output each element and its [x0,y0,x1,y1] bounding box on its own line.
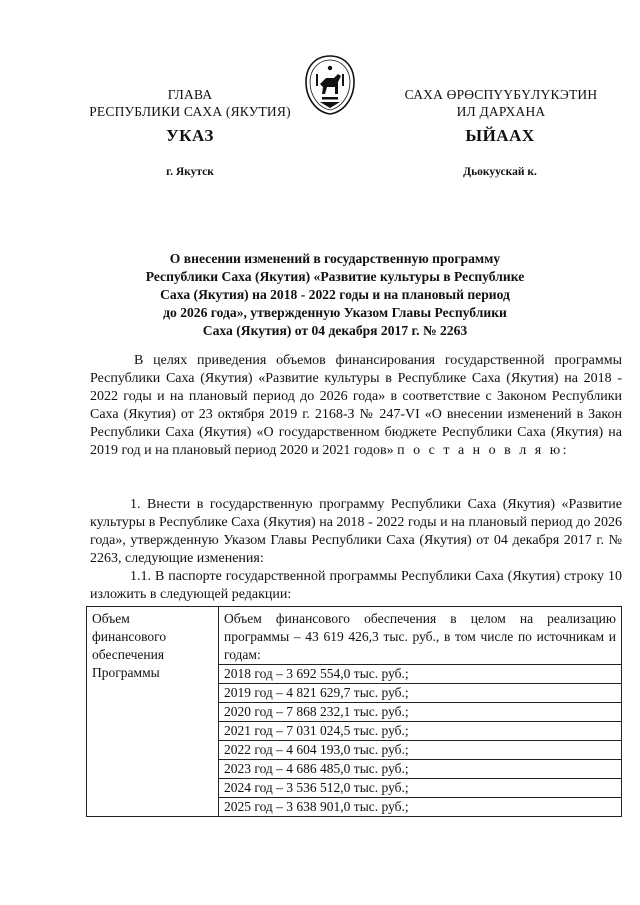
title-line: до 2026 года», утвержденную Указом Главы Республики [163,305,507,320]
table-value-cell [219,607,622,817]
total-text: Объем финансового обеспечения в целом на реализацию программы – 43 619 426,3 тыс. руб., в том числе по источникам и годам: [224,611,616,662]
issuer-right-line1: САХА ӨРӨСПҮҮБҮЛҮКЭТИН [404,87,598,102]
intro-action: п о с т а н о в л я ю: [397,443,570,458]
issuer-left [80,86,300,120]
label-line: обеспечения [92,647,165,662]
year-line: 2024 год – 3 536 512,0 тыс. руб.; [219,778,621,797]
title-line: Республики Саха (Якутия) «Развитие культуры в Республике [145,269,525,284]
year-line: 2019 год – 4 821 629,7 тыс. руб.; [219,683,621,702]
document-title [90,250,580,340]
year-line: 2025 год – 3 638 901,0 тыс. руб.; [219,797,621,816]
doc-type-right: ЫЙААХ [465,126,535,145]
item-1-1-paragraph: 1.1. В паспорте государственной программы Республики Саха (Якутия) строку 10 изложить в следующей редакции: [90,569,622,602]
city-right: Дьокуускай к. [463,166,537,178]
year-line: 2020 год – 7 868 232,1 тыс. руб.; [219,702,621,721]
label-line: Объем [92,611,130,626]
label-line: Программы [92,665,160,680]
table-label-cell [87,607,219,817]
year-line: 2018 год – 3 692 554,0 тыс. руб.; [219,664,621,683]
year-line: 2021 год – 7 031 024,5 тыс. руб.; [219,721,621,740]
financing-table [86,606,622,817]
title-line: Саха (Якутия) на 2018 - 2022 годы и на плановый период [160,287,510,302]
label-line: финансового [92,629,167,644]
intro-paragraph [90,352,622,460]
year-line: 2022 год – 4 604 193,0 тыс. руб.; [219,740,621,759]
title-line: Саха (Якутия) от 04 декабря 2017 г. № 2263 [202,323,468,338]
issuer-left-line2: РЕСПУБЛИКИ САХА (ЯКУТИЯ) [89,104,291,119]
title-line: О внесении изменений в государственную программу [169,251,501,266]
coat-of-arms-emblem [304,54,356,116]
year-line: 2023 год – 4 686 485,0 тыс. руб.; [219,759,621,778]
item-1-paragraph: 1. Внести в государственную программу Республики Саха (Якутия) «Развитие культуры в Республике Саха (Якутия) на 2018 - 2022 годы и на плановый период до 2026 года», утвержденную Указом Главы Республики Саха (Якутия) от 04 декабря 2017 г. № 2263, следующие изменения: [90,497,622,566]
doc-type-left: УКАЗ [166,126,214,145]
issuer-right [376,86,626,120]
intro-text: В целях приведения объемов финансирования государственной программы Республики Саха (Якутия) «Развитие культуры в Республике Саха (Якутия) на 2018 - 2022 годы и на плановый период до 2026 года» в соответствие с Законом Республики Саха (Якутия) от 23 октября 2019 г. 2168-З № 247-VI «О внесении изменений в Закон Республики Саха (Якутия) «О государственном бюджете Республики Саха (Якутия) на 2019 год и на плановый период 2020 и 2021 годов» [90,353,622,458]
table-row [87,607,622,817]
issuer-left-line1: ГЛАВА [167,87,213,102]
city-left: г. Якутск [166,166,214,178]
issuer-right-line2: ИЛ ДАРХАНА [456,104,546,119]
